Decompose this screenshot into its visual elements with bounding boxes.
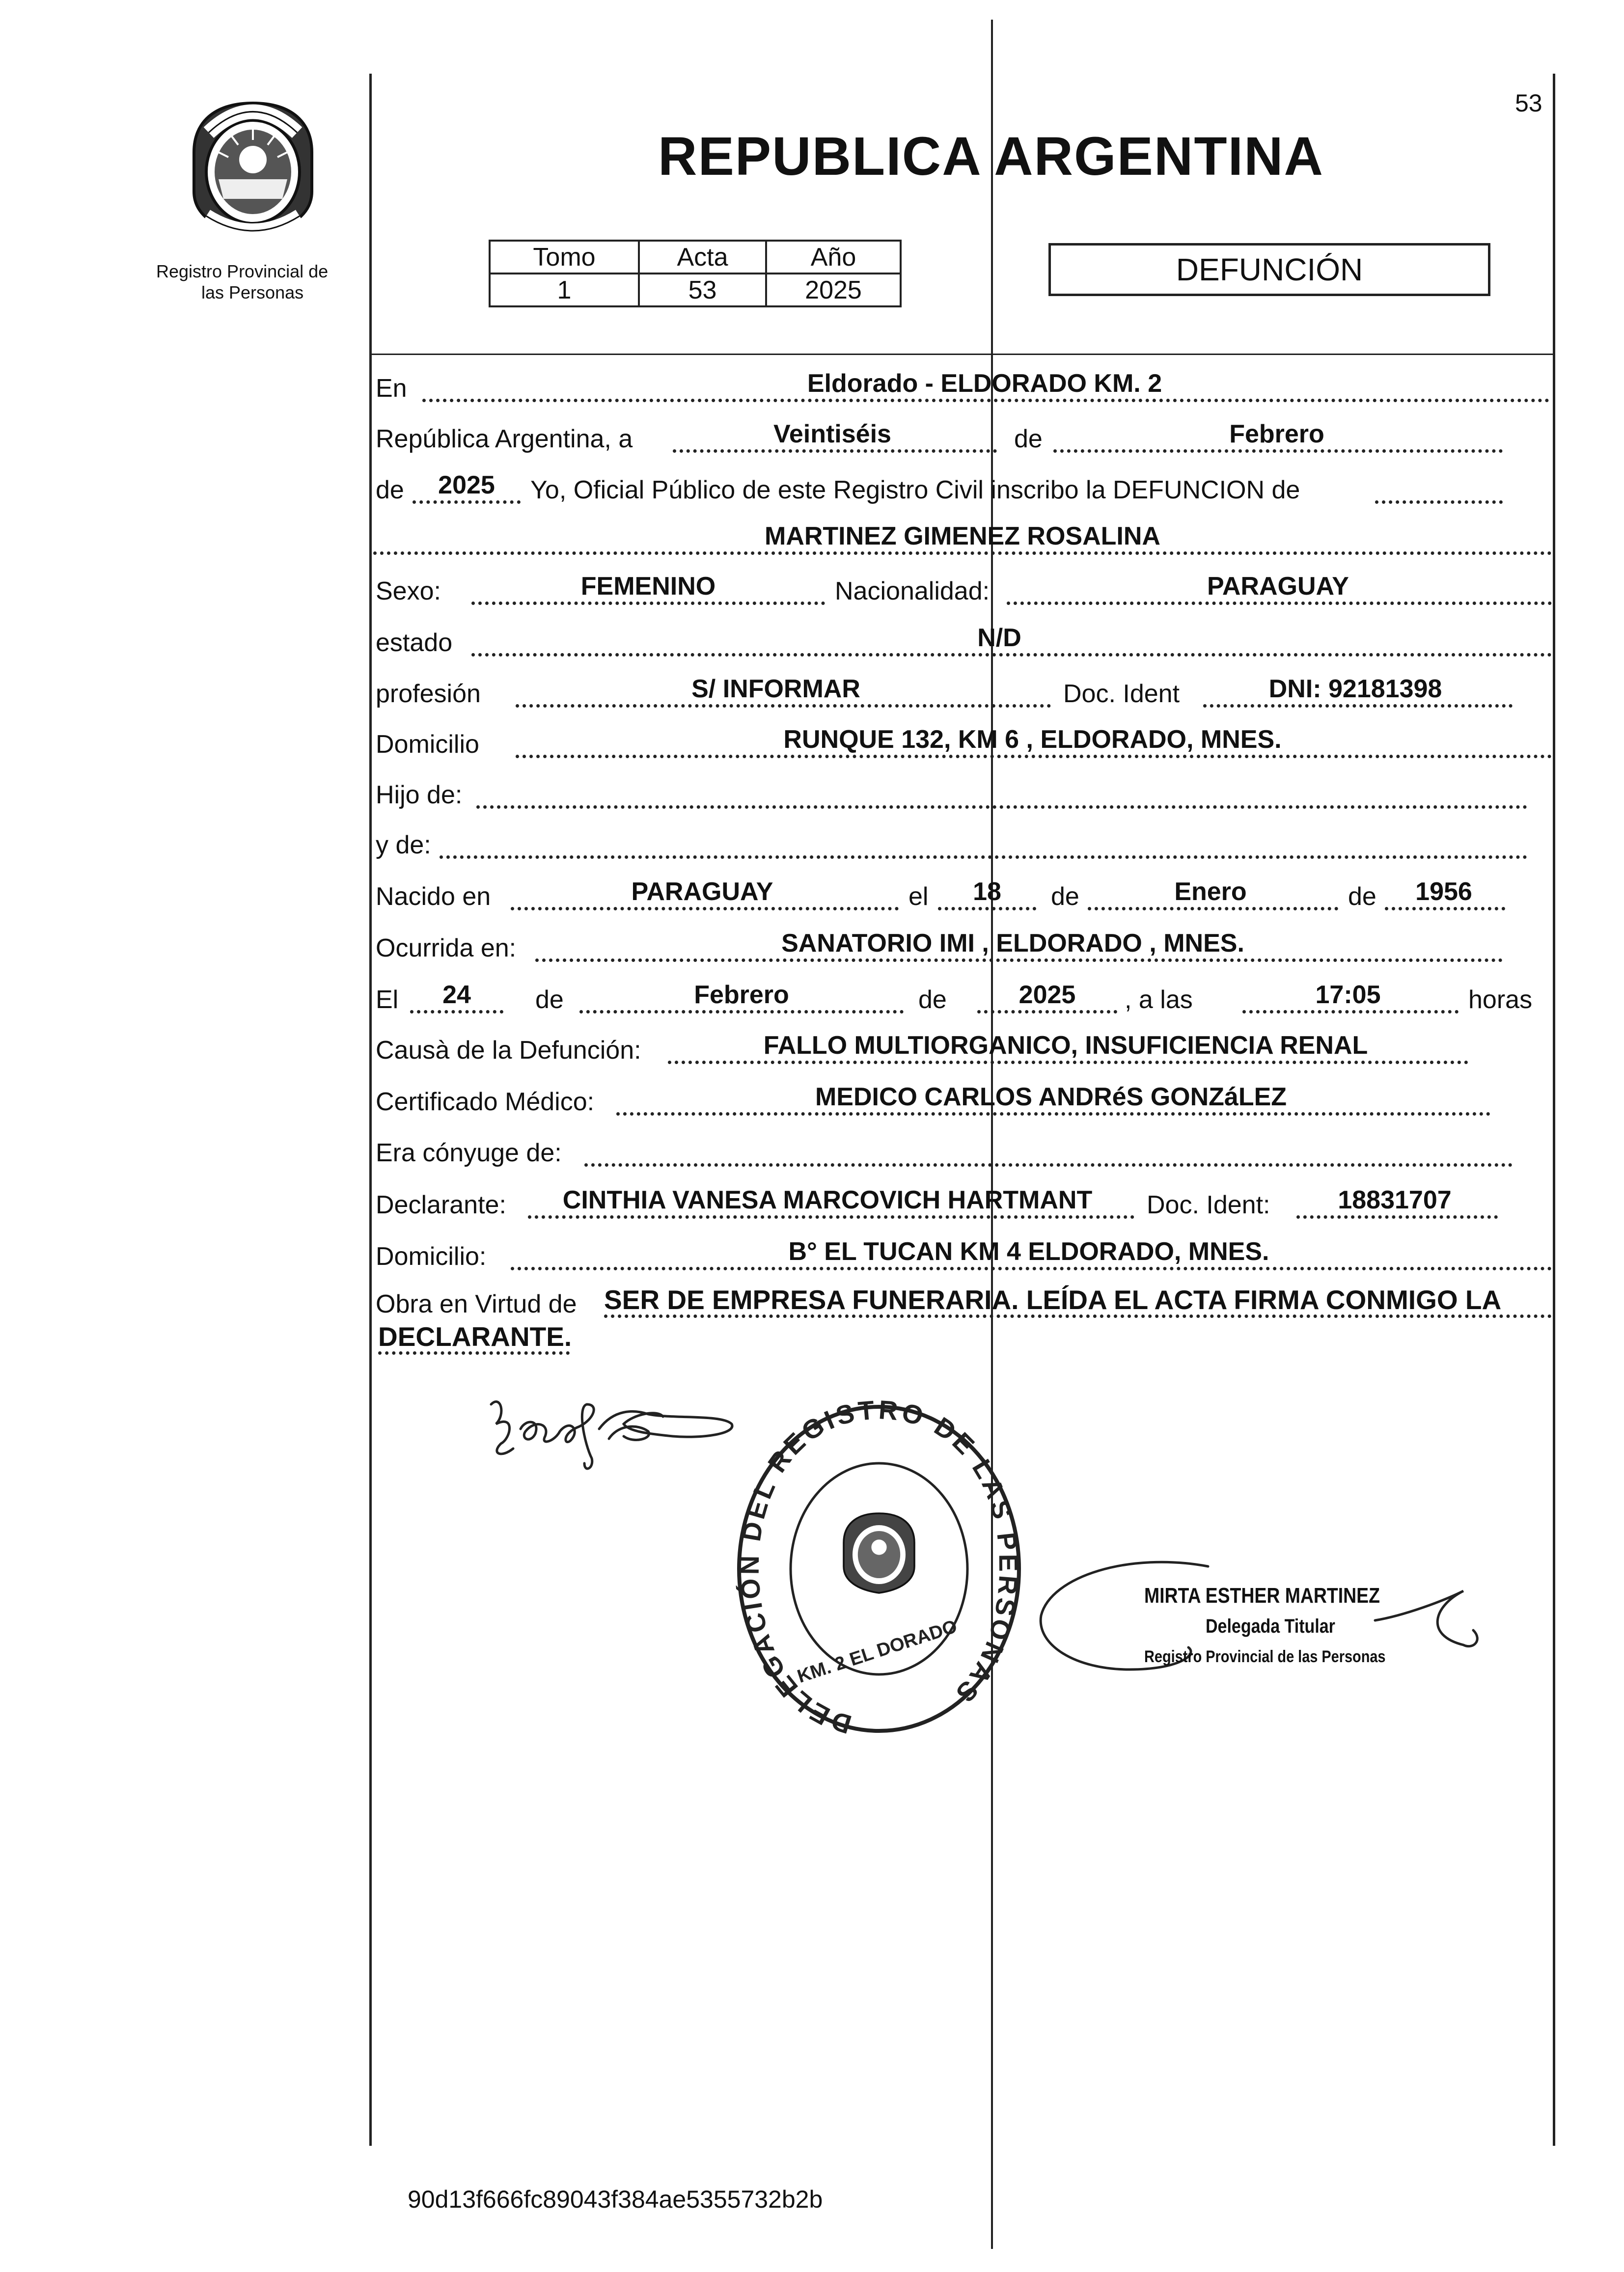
obra-value-line2: DECLARANTE.: [378, 1321, 572, 1352]
doc-ident-dots: [1203, 704, 1513, 708]
domicilio-dots: [516, 755, 1552, 758]
stamp-coat-of-arms-icon: [844, 1513, 914, 1593]
death-day: 24: [442, 981, 471, 1009]
estado-dots: [471, 653, 1552, 657]
nacido-dots: [511, 907, 899, 910]
el2-label: El: [376, 985, 399, 1014]
official-stamp: [732, 1395, 1026, 1738]
horas-label: horas: [1468, 985, 1533, 1014]
name-dots: [373, 551, 1552, 555]
ocurrida-label: Ocurrida en:: [376, 934, 517, 962]
certificado-dots: [616, 1112, 1490, 1116]
year-dots: [413, 500, 521, 504]
certificado-label: Certificado Médico:: [376, 1088, 595, 1116]
conyuge-label: Era cónyuge de:: [376, 1139, 562, 1167]
obra-label: Obra en Virtud de: [376, 1290, 577, 1318]
profesion-value: S/ INFORMAR: [691, 675, 860, 703]
decl-doc-value: 18831707: [1338, 1186, 1452, 1214]
en-value: Eldorado - ELDORADO KM. 2: [807, 369, 1162, 398]
death-year-dots: [977, 1010, 1117, 1013]
deceased-name: MARTINEZ GIMENEZ ROSALINA: [765, 522, 1160, 550]
republica-label: República Argentina, a: [376, 425, 633, 453]
profesion-dots: [516, 704, 1051, 708]
alas-label: , a las: [1125, 985, 1193, 1014]
causa-label: Causà de la Defunción:: [376, 1036, 641, 1065]
nacido-label: Nacido en: [376, 882, 491, 911]
page-title: REPUBLICA ARGENTINA: [658, 126, 1324, 187]
birth-de1-label: de: [1051, 882, 1079, 911]
decl-domicilio-dots: [511, 1267, 1552, 1270]
sexo-dots: [471, 602, 825, 605]
declarante-dots: [528, 1215, 1134, 1219]
official-name: MIRTA ESTHER MARTINEZ: [1144, 1584, 1380, 1608]
obra-dots-2: [378, 1351, 570, 1355]
day-dots: [673, 449, 997, 453]
death-de2-label: de: [918, 985, 947, 1014]
death-year: 2025: [1018, 981, 1076, 1009]
registry-line-1: Registro Provincial de: [156, 261, 329, 281]
meta-value-tomo: 1: [490, 274, 639, 306]
death-month-dots: [579, 1010, 904, 1013]
conyuge-dots: [584, 1163, 1513, 1167]
birth-day-dots: [938, 907, 1036, 910]
death-hour-dots: [1242, 1010, 1459, 1013]
birth-de2-label: de: [1348, 882, 1376, 911]
death-day-dots: [410, 1010, 503, 1013]
coat-of-arms-icon: [179, 93, 327, 241]
official-role: Delegada Titular: [1206, 1615, 1335, 1637]
death-hour: 17:05: [1315, 981, 1381, 1009]
en-label: En: [376, 374, 407, 403]
decl-domicilio-label: Domicilio:: [376, 1242, 487, 1271]
month-dots: [1053, 449, 1503, 453]
stamp-bottom-text: KM. 2 EL DORADO: [795, 1616, 960, 1687]
form-top-rule: [371, 354, 1553, 355]
causa-value: FALLO MULTIORGANICO, INSUFICIENCIA RENAL: [763, 1031, 1368, 1060]
obra-value-line1: SER DE EMPRESA FUNERARIA. LEÍDA EL ACTA FIRMA CONMIGO LA: [604, 1285, 1502, 1315]
acta-meta-table: [489, 240, 902, 307]
left-margin-line: [369, 74, 372, 2146]
estado-value: N/D: [977, 624, 1021, 652]
sexo-value: FEMENINO: [580, 572, 716, 601]
doc-type: DEFUNCIÓN: [1176, 252, 1363, 287]
hijo-dots: [476, 805, 1527, 809]
sexo-label: Sexo:: [376, 577, 441, 605]
doc-ident-value: DNI: 92181398: [1268, 675, 1442, 703]
doc-type-box: [1048, 243, 1490, 296]
stamp-ring-text: DELEGACIÓN DEL REGISTRO DE LAS PERSONAS: [735, 1395, 1023, 1738]
meta-header-acta: Acta: [639, 241, 766, 274]
obra-dots-1: [604, 1314, 1552, 1318]
birth-year-dots: [1385, 907, 1505, 910]
yde-dots: [440, 855, 1527, 859]
page-number: 53: [1515, 89, 1542, 117]
certificado-value: MEDICO CARLOS ANDRéS GONZáLEZ: [815, 1083, 1287, 1111]
decl-doc-dots: [1296, 1215, 1498, 1219]
meta-header-tomo: Tomo: [490, 241, 639, 274]
el-label: el: [908, 882, 929, 911]
nacionalidad-label: Nacionalidad:: [835, 577, 990, 605]
profesion-label: profesión: [376, 680, 481, 708]
ocurrida-dots: [535, 958, 1503, 962]
birth-month-dots: [1088, 907, 1338, 910]
decl-domicilio-value: B° EL TUCAN KM 4 ELDORADO, MNES.: [788, 1237, 1269, 1266]
registry-line-2: las Personas: [201, 282, 304, 302]
provincial-logo: [179, 93, 327, 241]
domicilio-label: Domicilio: [376, 730, 479, 759]
meta-value-anio: 2025: [766, 274, 901, 306]
official-org: Registro Provincial de las Personas: [1144, 1647, 1386, 1666]
death-de1-label: de: [535, 985, 564, 1014]
yde-label: y de:: [376, 831, 431, 859]
domicilio-value: RUNQUE 132, KM 6 , ELDORADO, MNES.: [783, 725, 1282, 754]
nacionalidad-value: PARAGUAY: [1207, 572, 1349, 601]
de2-label: de: [376, 476, 404, 504]
nacionalidad-dots: [1007, 602, 1552, 605]
nacido-value: PARAGUAY: [631, 877, 773, 906]
declarante-label: Declarante:: [376, 1191, 506, 1219]
death-month: Febrero: [694, 981, 789, 1009]
right-margin-line: [1553, 74, 1555, 2146]
birth-year: 1956: [1415, 877, 1472, 906]
declarante-value: CINTHIA VANESA MARCOVICH HARTMANT: [562, 1186, 1093, 1214]
decl-doc-label: Doc. Ident:: [1147, 1191, 1270, 1219]
estado-label: estado: [376, 629, 453, 657]
doc-ident-label: Doc. Ident: [1063, 680, 1180, 708]
hijo-label: Hijo de:: [376, 781, 463, 809]
meta-value-acta: 53: [639, 274, 766, 306]
month-value: Febrero: [1229, 420, 1324, 448]
ocurrida-value: SANATORIO IMI , ELDORADO , MNES.: [781, 929, 1244, 958]
inscribo-dots: [1375, 500, 1503, 504]
year-value: 2025: [438, 471, 495, 499]
birth-month: Enero: [1174, 877, 1247, 906]
causa-dots: [668, 1061, 1468, 1064]
de-label: de: [1014, 425, 1043, 453]
declarant-signature: [486, 1385, 742, 1493]
en-dots: [422, 399, 1549, 402]
birth-day: 18: [973, 877, 1001, 906]
document-hash: 90d13f666fc89043f384ae5355732b2b: [408, 2186, 823, 2213]
meta-header-anio: Año: [766, 241, 901, 274]
inscribo-text: Yo, Oficial Público de este Registro Civil inscribo la DEFUNCION de: [530, 476, 1300, 504]
day-value: Veintiséis: [773, 420, 891, 448]
